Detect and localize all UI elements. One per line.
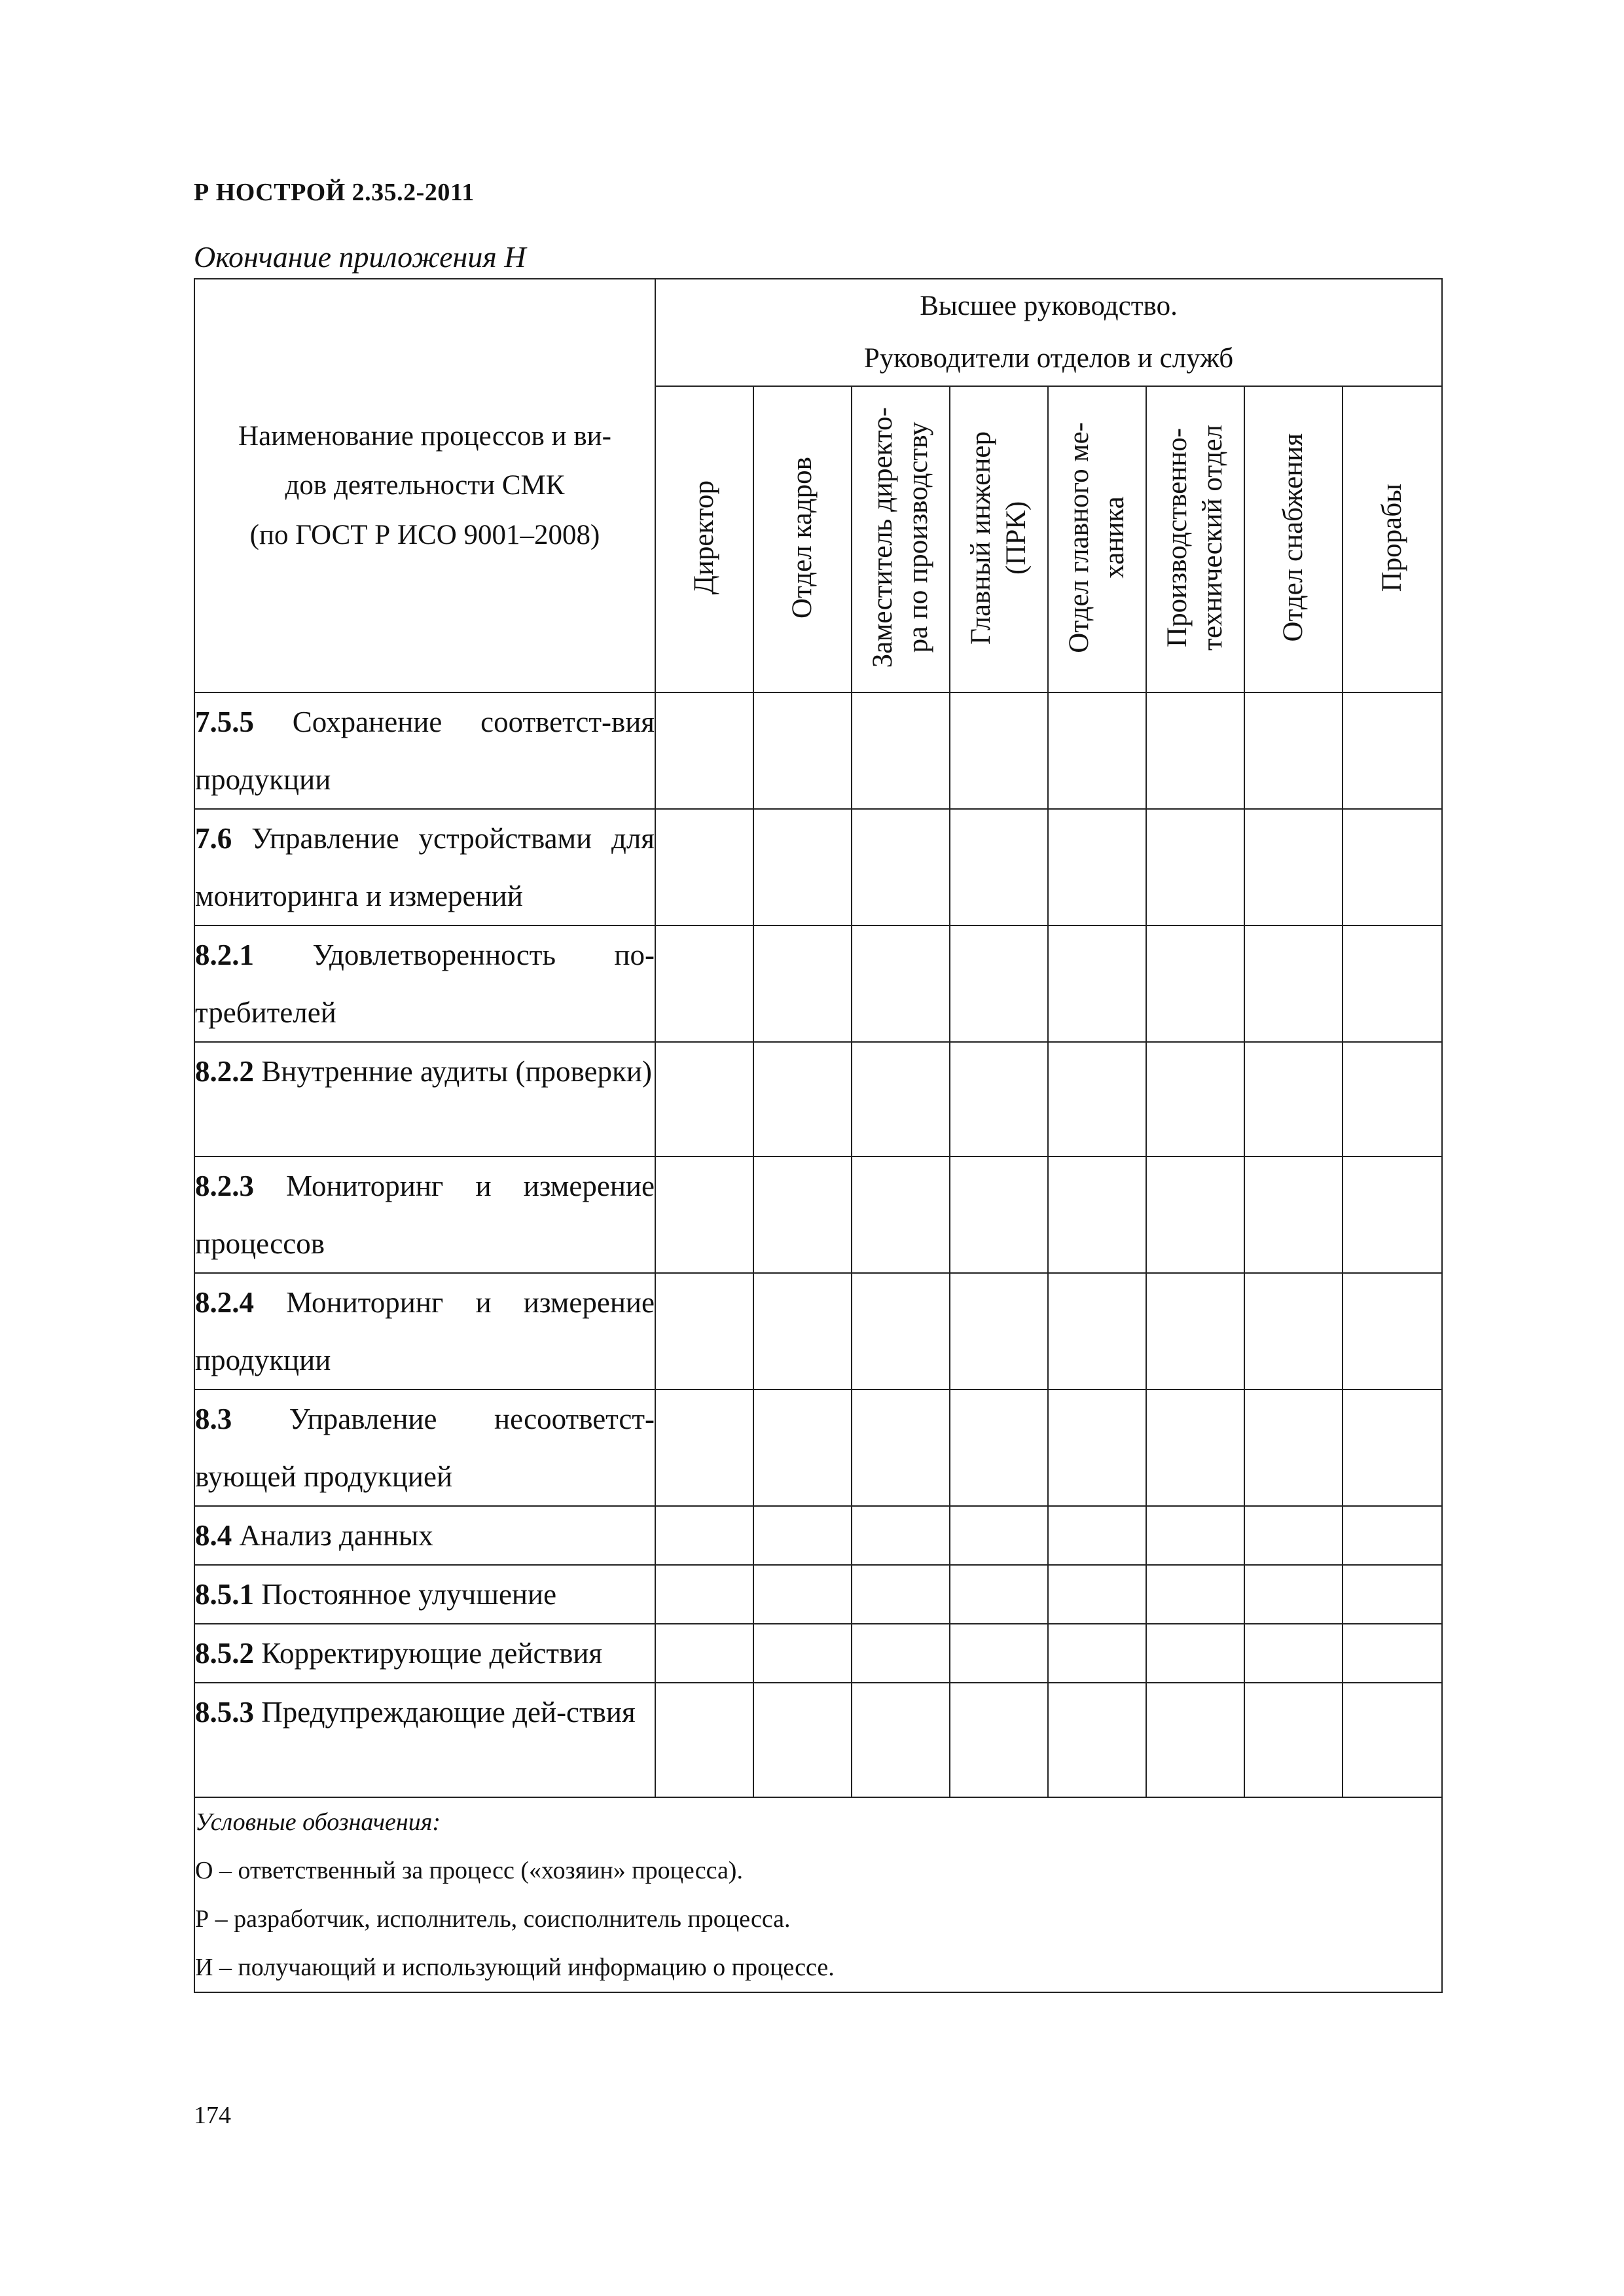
matrix-cell <box>1048 1390 1146 1506</box>
matrix-cell <box>753 1273 852 1390</box>
group-header-line: Высшее руководство. <box>920 291 1178 322</box>
matrix-cell <box>852 925 950 1042</box>
matrix-cell <box>950 1390 1048 1506</box>
table-row <box>194 1506 1442 1565</box>
column-header <box>852 386 950 692</box>
column-header-text <box>1375 484 1410 592</box>
column-header <box>1244 386 1343 692</box>
clause-number: 8.5.3 <box>195 1696 254 1729</box>
matrix-cell <box>852 1042 950 1157</box>
clause-number: 8.4 <box>195 1519 232 1552</box>
process-name-cell <box>194 1390 655 1506</box>
matrix-cell <box>1244 925 1343 1042</box>
matrix-cell <box>1146 1042 1244 1157</box>
matrix-cell <box>1048 1157 1146 1273</box>
matrix-cell <box>950 925 1048 1042</box>
table-row <box>194 692 1442 809</box>
matrix-cell <box>753 1042 852 1157</box>
column-header <box>1146 386 1244 692</box>
matrix-cell <box>1343 1273 1442 1390</box>
column-header-text <box>1160 425 1231 651</box>
matrix-cell <box>753 925 852 1042</box>
column-header-text <box>865 407 936 668</box>
clause-number: 8.2.2 <box>195 1055 254 1088</box>
matrix-cell <box>950 1624 1048 1683</box>
column-header-line: Отдел кадров <box>787 457 818 619</box>
table-row <box>194 1042 1442 1157</box>
matrix-cell <box>1048 925 1146 1042</box>
responsibility-matrix <box>194 278 1443 1993</box>
process-name: Удовлетворенность по-требителей <box>195 939 655 1029</box>
matrix-cell <box>1048 1565 1146 1624</box>
legend <box>194 1797 1442 1992</box>
matrix-cell <box>1244 1506 1343 1565</box>
matrix-cell <box>1146 1506 1244 1565</box>
matrix-cell <box>1343 809 1442 925</box>
matrix-cell <box>753 1390 852 1506</box>
matrix-cell <box>1343 692 1442 809</box>
column-header-line: ра по производству <box>903 422 933 653</box>
matrix-cell <box>852 809 950 925</box>
process-name: Внутренние аудиты (проверки) <box>261 1055 652 1088</box>
matrix-cell <box>655 925 753 1042</box>
column-header-line: (ПРК) <box>1001 501 1032 575</box>
clause-number: 8.2.1 <box>195 939 254 971</box>
matrix-cell <box>753 1157 852 1273</box>
column-header-text <box>1276 433 1311 641</box>
matrix-cell <box>950 1273 1048 1390</box>
matrix-cell <box>1244 1273 1343 1390</box>
clause-number: 8.3 <box>195 1403 232 1435</box>
matrix-cell <box>1048 1506 1146 1565</box>
matrix-cell <box>655 1390 753 1506</box>
process-name-cell <box>194 1506 655 1565</box>
matrix-cell <box>1343 1042 1442 1157</box>
process-name-cell <box>194 1683 655 1797</box>
process-header-line: (по ГОСТ Р ИСО 9001–2008) <box>249 519 600 550</box>
column-header <box>753 386 852 692</box>
matrix-cell <box>1343 1683 1442 1797</box>
table-row <box>194 925 1442 1042</box>
matrix-cell <box>1048 1042 1146 1157</box>
matrix-cell <box>655 1506 753 1565</box>
matrix-cell <box>1146 692 1244 809</box>
process-name-cell <box>194 1042 655 1157</box>
matrix-cell <box>655 809 753 925</box>
column-header <box>950 386 1048 692</box>
column-header-text <box>687 480 722 594</box>
matrix-cell <box>753 1624 852 1683</box>
table-row <box>194 1624 1442 1683</box>
column-header-text <box>1062 422 1132 653</box>
column-header-line: Отдел снабжения <box>1278 433 1309 642</box>
process-name: Мониторинг и измерение процессов <box>195 1170 655 1260</box>
process-name-cell <box>194 809 655 925</box>
matrix-cell <box>1343 1506 1442 1565</box>
matrix-cell <box>753 1683 852 1797</box>
matrix-cell <box>852 1273 950 1390</box>
legend-item: И – получающий и использующий информацию о процессе. <box>195 1954 835 1981</box>
matrix-cell <box>1244 1624 1343 1683</box>
process-name-cell <box>194 692 655 809</box>
process-column-header <box>194 279 655 692</box>
process-name-cell <box>194 1624 655 1683</box>
matrix-cell <box>1244 1565 1343 1624</box>
column-header-line: Директор <box>689 480 720 595</box>
process-name: Мониторинг и измерение продукции <box>195 1286 655 1376</box>
table-row <box>194 1273 1442 1390</box>
matrix-cell <box>1343 1390 1442 1506</box>
process-name: Сохранение соответст-вия продукции <box>195 706 655 796</box>
matrix-cell <box>1048 809 1146 925</box>
group-header-line: Руководители отделов и служб <box>863 343 1234 374</box>
column-header-line: Производственно- <box>1162 427 1193 648</box>
matrix-cell <box>1048 1624 1146 1683</box>
column-header-text <box>785 457 820 619</box>
matrix-cell <box>852 1506 950 1565</box>
table-row <box>194 1565 1442 1624</box>
process-name-cell <box>194 925 655 1042</box>
matrix-cell <box>753 1565 852 1624</box>
matrix-cell <box>950 1506 1048 1565</box>
legend-item: Р – разработчик, исполнитель, соисполнитель процесса. <box>195 1905 791 1933</box>
matrix-cell <box>950 809 1048 925</box>
matrix-cell <box>655 1565 753 1624</box>
matrix-cell <box>950 692 1048 809</box>
matrix-cell <box>1244 1390 1343 1506</box>
matrix-cell <box>1343 1624 1442 1683</box>
clause-number: 8.5.2 <box>195 1637 254 1670</box>
process-name: Постоянное улучшение <box>261 1578 557 1611</box>
matrix-cell <box>1048 1273 1146 1390</box>
process-name: Управление несоответст-вующей продукцией <box>195 1403 655 1493</box>
matrix-cell <box>1244 809 1343 925</box>
column-header <box>1048 386 1146 692</box>
column-header-line: Главный инженер <box>965 431 997 645</box>
column-header-text <box>964 431 1034 645</box>
column-header-line: Отдел главного ме- <box>1064 422 1095 653</box>
column-header-line: Заместитель директо- <box>867 407 899 668</box>
matrix-cell <box>1343 1565 1442 1624</box>
matrix-cell <box>1343 925 1442 1042</box>
matrix-cell <box>1146 809 1244 925</box>
matrix-cell <box>655 1157 753 1273</box>
clause-number: 8.2.4 <box>195 1286 254 1319</box>
matrix-cell <box>852 692 950 809</box>
process-header-line: дов деятельности СМК <box>285 470 565 501</box>
table-row <box>194 1390 1442 1506</box>
matrix-cell <box>1048 692 1146 809</box>
matrix-cell <box>950 1042 1048 1157</box>
process-header-line: Наименование процессов и ви- <box>238 421 611 452</box>
matrix-cell <box>950 1565 1048 1624</box>
process-name-cell <box>194 1565 655 1624</box>
matrix-cell <box>655 692 753 809</box>
matrix-cell <box>753 809 852 925</box>
table-row <box>194 1683 1442 1797</box>
matrix-cell <box>1146 1565 1244 1624</box>
matrix-cell <box>753 1506 852 1565</box>
matrix-cell <box>1244 1042 1343 1157</box>
matrix-cell <box>1048 1683 1146 1797</box>
clause-number: 8.2.3 <box>195 1170 254 1202</box>
matrix-cell <box>1343 1157 1442 1273</box>
matrix-cell <box>950 1157 1048 1273</box>
table-row <box>194 809 1442 925</box>
matrix-cell <box>1146 1390 1244 1506</box>
column-header-line: технический отдел <box>1197 425 1228 651</box>
matrix-cell <box>852 1390 950 1506</box>
legend-title: Условные обозначения: <box>195 1808 441 1836</box>
clause-number: 7.5.5 <box>195 706 254 738</box>
matrix-cell <box>1146 1683 1244 1797</box>
clause-number: 7.6 <box>195 822 232 855</box>
matrix-cell <box>655 1273 753 1390</box>
matrix-cell <box>950 1683 1048 1797</box>
matrix-cell <box>852 1565 950 1624</box>
matrix-cell <box>1146 1157 1244 1273</box>
clause-number: 8.5.1 <box>195 1578 254 1611</box>
process-name: Управление устройствами для мониторинга и измерений <box>195 822 655 912</box>
management-group-header <box>655 279 1442 386</box>
process-name: Предупреждающие дей-ствия <box>261 1696 636 1729</box>
matrix-cell <box>852 1157 950 1273</box>
matrix-cell <box>1244 1683 1343 1797</box>
matrix-cell <box>753 692 852 809</box>
matrix-cell <box>1146 925 1244 1042</box>
matrix-cell <box>1146 1624 1244 1683</box>
process-name-cell <box>194 1157 655 1273</box>
process-name-cell <box>194 1273 655 1390</box>
matrix-cell <box>852 1624 950 1683</box>
page-number: 174 <box>194 2102 231 2129</box>
matrix-cell <box>655 1042 753 1157</box>
matrix-cell <box>655 1683 753 1797</box>
matrix-cell <box>655 1624 753 1683</box>
column-header <box>1343 386 1442 692</box>
document-code: Р НОСТРОЙ 2.35.2-2011 <box>194 179 475 206</box>
matrix-cell <box>1146 1273 1244 1390</box>
appendix-caption: Окончание приложения Н <box>194 240 526 274</box>
process-name: Анализ данных <box>239 1519 433 1552</box>
column-header-line: ханика <box>1099 496 1130 579</box>
column-header <box>655 386 753 692</box>
matrix-cell <box>1244 692 1343 809</box>
table-row <box>194 1157 1442 1273</box>
column-header-line: Прорабы <box>1377 483 1408 592</box>
legend-item: О – ответственный за процесс («хозяин» процесса). <box>195 1857 743 1884</box>
process-name: Корректирующие действия <box>261 1637 603 1670</box>
matrix-cell <box>1244 1157 1343 1273</box>
matrix-cell <box>852 1683 950 1797</box>
